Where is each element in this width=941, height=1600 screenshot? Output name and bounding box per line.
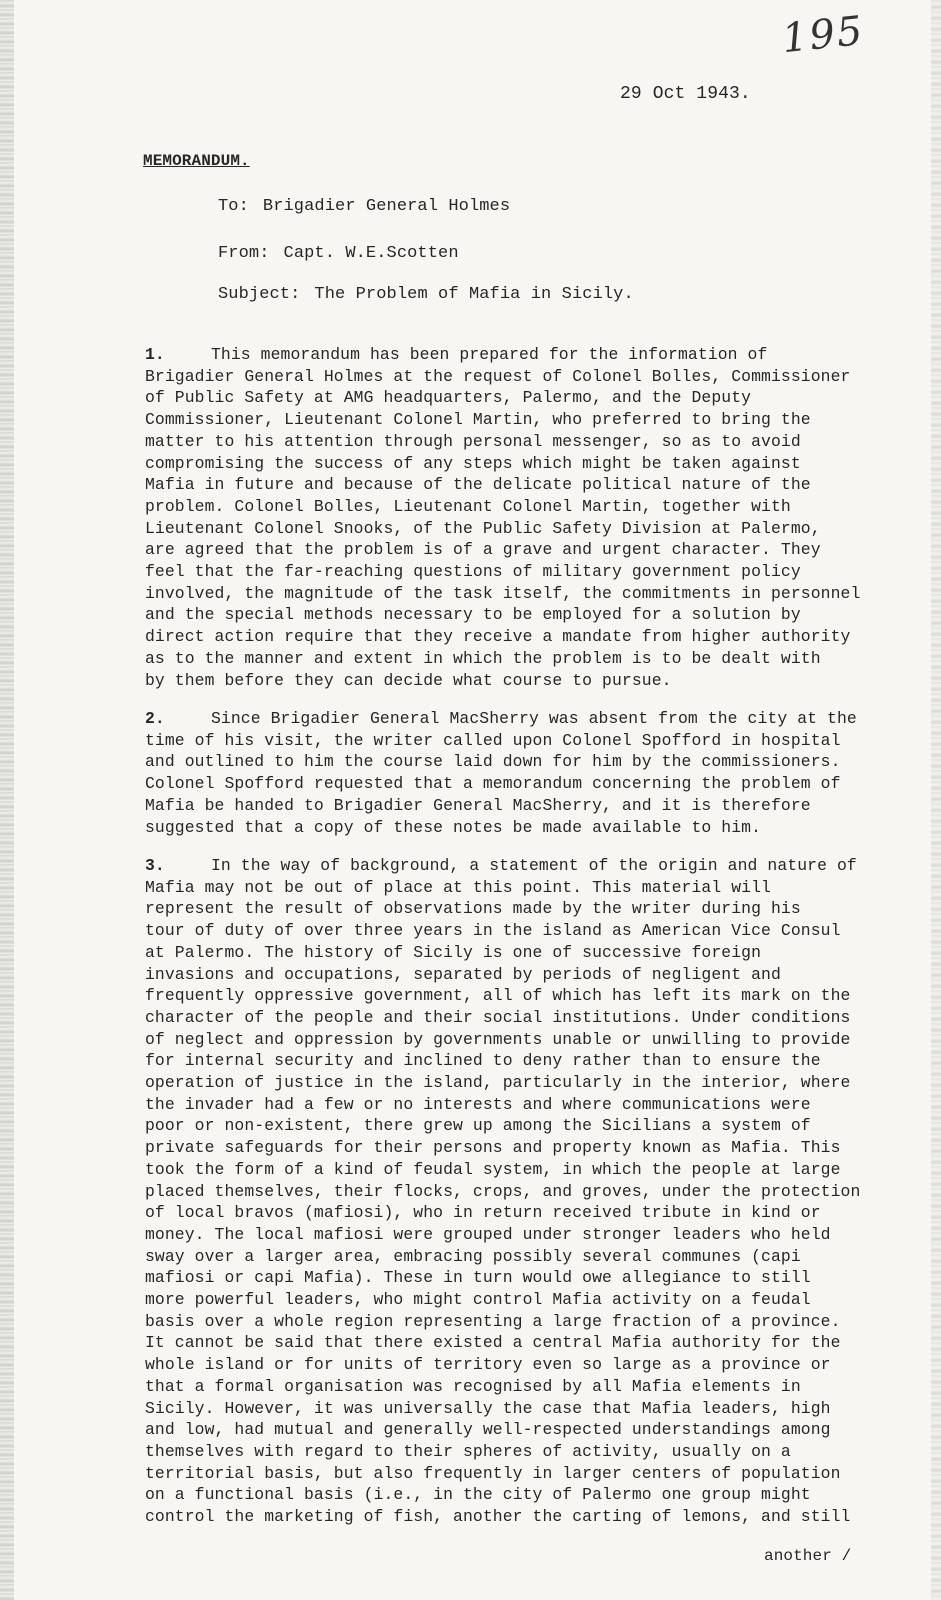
paragraph-line-text: This memorandum has been prepared for the information of	[211, 345, 768, 364]
paragraph-line	[145, 1072, 917, 1094]
paragraph-line	[145, 1007, 917, 1029]
paragraph-line	[145, 1311, 917, 1333]
paragraph-line-text: and low, had mutual and generally well-respected understandings among	[145, 1420, 831, 1440]
paragraph-number: 2.	[145, 709, 165, 728]
paragraph-line-text: mafiosi or capi Mafia). These in turn would owe allegiance to still	[145, 1268, 811, 1288]
paragraph-3	[145, 855, 917, 1528]
paragraph-line	[145, 751, 917, 773]
paragraph-2	[145, 708, 917, 838]
paragraph-number: 3.	[145, 856, 165, 875]
paragraph-line	[145, 648, 917, 670]
paragraph-line-text: placed themselves, their flocks, crops, and groves, under the protection	[145, 1181, 861, 1201]
paragraph-line-text: are agreed that the problem is of a grave and urgent character. They	[145, 540, 821, 560]
paragraph-line-text: and the special methods necessary to be employed for a solution by	[145, 605, 801, 625]
paragraph-line	[145, 1398, 917, 1420]
paragraph-line	[145, 561, 917, 583]
paragraph-line	[145, 773, 917, 795]
paragraph-line-text: on a functional basis (i.e., in the city of Palermo one group might	[145, 1485, 811, 1505]
paragraph-line-text: of neglect and oppression by governments unable or unwilling to provide	[145, 1029, 851, 1049]
paragraph-line-text: involved, the magnitude of the task itself, the commitments in personnel	[145, 583, 861, 603]
paragraph-line	[145, 877, 917, 899]
paragraph-line-text: time of his visit, the writer called upon Colonel Spofford in hospital	[145, 730, 841, 750]
paragraph-line-text: tour of duty of over three years in the island as American Vice Consul	[145, 921, 841, 941]
paragraph-line-text: of local bravos (mafiosi), who in return received tribute in kind or	[145, 1203, 821, 1223]
paragraph-line-text: took the form of a kind of feudal system, in which the people at large	[145, 1159, 841, 1179]
paragraph-line	[145, 795, 917, 817]
paragraph-1	[145, 344, 917, 691]
paragraph-line-text: character of the people and their social institutions. Under conditions	[145, 1007, 851, 1027]
paragraph-line	[145, 942, 917, 964]
paragraph-line	[145, 604, 917, 626]
paragraph-line-text: Lieutenant Colonel Snooks, of the Public Safety Division at Palermo,	[145, 518, 821, 538]
paragraph-line	[145, 1224, 917, 1246]
paragraph-line-text: frequently oppressive government, all of which has left its mark on the	[145, 986, 851, 1006]
subject-line	[218, 285, 634, 304]
from-value: Capt. W.E.Scotten	[283, 244, 459, 263]
paragraph-line-text: territorial basis, but also frequently in larger centers of population	[145, 1463, 841, 1483]
paragraph-line-text: Brigadier General Holmes at the request of Colonel Bolles, Commissioner	[145, 366, 851, 386]
paragraph-line-text: Since Brigadier General MacSherry was absent from the city at the	[211, 709, 857, 728]
paragraph-line-text: Mafia in future and because of the delicate political nature of the	[145, 475, 811, 495]
paragraph-line-text: and outlined to him the course laid down for him by the commissioners.	[145, 752, 841, 772]
paragraph-line-text: direct action require that they receive a mandate from higher authority	[145, 627, 851, 647]
paragraph-line	[145, 366, 917, 388]
paragraph-line	[145, 409, 917, 431]
paragraph-line-text: themselves with regard to their spheres of activity, usually on a	[145, 1441, 791, 1461]
paragraph-line	[145, 708, 917, 730]
paragraph-line	[145, 583, 917, 605]
paragraph-line-text: money. The local mafiosi were grouped under stronger leaders who held	[145, 1224, 831, 1244]
paragraph-line	[145, 1419, 917, 1441]
paragraph-number: 1.	[145, 345, 165, 364]
paragraph-line-text: whole island or for units of territory even so large as a province or	[145, 1355, 831, 1375]
paragraph-line	[145, 431, 917, 453]
paragraph-line-text: suggested that a copy of these notes be made available to him.	[145, 817, 762, 837]
paragraph-line-text: basis over a whole region representing a large fraction of a province.	[145, 1311, 841, 1331]
paragraph-line	[145, 387, 917, 409]
to-value: Brigadier General Holmes	[262, 197, 511, 216]
paragraph-line	[145, 920, 917, 942]
paragraph-line	[145, 1246, 917, 1268]
subject-label: Subject:	[218, 285, 301, 304]
paragraph-line	[145, 518, 917, 540]
paragraph-line	[145, 1463, 917, 1485]
paragraph-line	[145, 1354, 917, 1376]
paragraph-line	[145, 1376, 917, 1398]
to-label: To:	[218, 197, 249, 216]
paragraph-line-text: Sicily. However, it was universally the case that Mafia leaders, high	[145, 1398, 831, 1418]
from-line	[218, 244, 459, 263]
paragraph-line	[145, 670, 917, 692]
paragraph-line	[145, 1202, 917, 1224]
memo-date: 29 Oct 1943.	[620, 84, 751, 104]
paragraph-line-text: Commissioner, Lieutenant Colonel Martin, who preferred to bring the	[145, 410, 811, 430]
paragraph-line	[145, 730, 917, 752]
paragraph-line-text: It cannot be said that there existed a central Mafia authority for the	[145, 1333, 841, 1353]
paragraph-line	[145, 817, 917, 839]
paragraph-line-text: problem. Colonel Bolles, Lieutenant Colonel Martin, together with	[145, 496, 791, 516]
paragraph-line-text: the invader had a few or no interests and where communications were	[145, 1094, 811, 1114]
paragraph-line	[145, 1029, 917, 1051]
paragraph-line-text: control the marketing of fish, another the carting of lemons, and still	[145, 1507, 851, 1527]
paragraph-line	[145, 1506, 917, 1528]
from-label: From:	[218, 244, 270, 263]
paragraph-line	[145, 1159, 917, 1181]
paragraph-line	[145, 1289, 917, 1311]
paragraph-line-text: operation of justice in the island, particularly in the interior, where	[145, 1073, 851, 1093]
subject-value: The Problem of Mafia in Sicily.	[314, 285, 634, 304]
paragraph-line-text: that a formal organisation was recognised by all Mafia elements in	[145, 1376, 801, 1396]
paragraph-line-text: Mafia be handed to Brigadier General MacSherry, and it is therefore	[145, 795, 811, 815]
paragraph-line	[145, 1484, 917, 1506]
paragraph-line	[145, 855, 917, 877]
paragraph-line	[145, 1332, 917, 1354]
paragraph-line-text: poor or non-existent, there grew up among the Sicilians a system of	[145, 1116, 811, 1136]
paragraph-line-text: sway over a larger area, embracing possibly several communes (capi	[145, 1246, 801, 1266]
to-line	[218, 197, 510, 216]
paragraph-line-text: matter to his attention through personal messenger, so as to avoid	[145, 431, 801, 451]
paragraph-line-text: Colonel Spofford requested that a memorandum concerning the problem of	[145, 774, 841, 794]
paragraph-line	[145, 1137, 917, 1159]
paragraph-line-text: compromising the success of any steps which might be taken against	[145, 453, 801, 473]
paragraph-line	[145, 1050, 917, 1072]
paragraph-line-text: invasions and occupations, separated by periods of negligent and	[145, 964, 781, 984]
paragraph-line	[145, 539, 917, 561]
paragraph-line	[145, 964, 917, 986]
handwritten-page-number: 195	[779, 7, 867, 63]
paragraph-line	[145, 1115, 917, 1137]
paragraph-line-text: represent the result of observations made by the writer during his	[145, 899, 801, 919]
paragraph-line-text: by them before they can decide what course to pursue.	[145, 670, 672, 690]
paragraph-line	[145, 1267, 917, 1289]
paragraph-line	[145, 453, 917, 475]
paragraph-line-text: of Public Safety at AMG headquarters, Palermo, and the Deputy	[145, 388, 752, 408]
paragraph-line-text: feel that the far-reaching questions of military government policy	[145, 562, 801, 582]
paragraph-line-text: as to the manner and extent in which the problem is to be dealt with	[145, 648, 821, 668]
paragraph-line	[145, 626, 917, 648]
paragraph-line-text: at Palermo. The history of Sicily is one of successive foreign	[145, 942, 762, 962]
paragraph-line	[145, 1094, 917, 1116]
paragraph-line	[145, 1181, 917, 1203]
paragraph-line	[145, 985, 917, 1007]
continuation-catchword: another /	[764, 1547, 852, 1565]
memo-heading: MEMORANDUM.	[143, 152, 250, 170]
paragraph-line-text: In the way of background, a statement of the origin and nature of	[211, 856, 857, 875]
paragraph-line-text: for internal security and inclined to deny rather than to ensure the	[145, 1051, 821, 1071]
paragraph-line	[145, 1441, 917, 1463]
paragraph-line	[145, 474, 917, 496]
paragraph-line	[145, 496, 917, 518]
paragraph-line	[145, 898, 917, 920]
paragraph-line	[145, 344, 917, 366]
paragraph-line-text: Mafia may not be out of place at this point. This material will	[145, 877, 771, 897]
paragraph-line-text: private safeguards for their persons and property known as Mafia. This	[145, 1138, 841, 1158]
paragraph-line-text: more powerful leaders, who might control Mafia activity on a feudal	[145, 1290, 811, 1310]
